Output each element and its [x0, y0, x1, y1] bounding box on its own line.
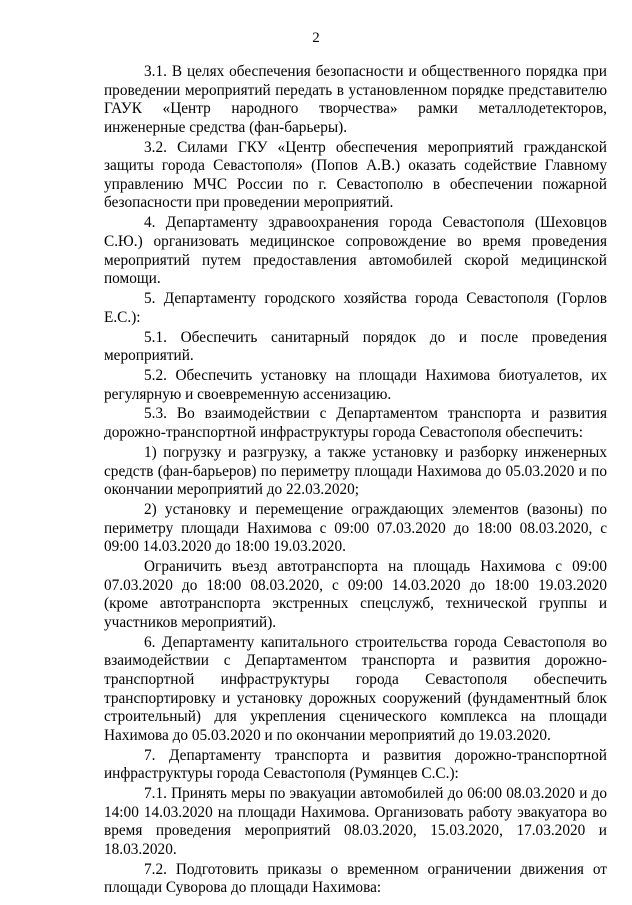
- paragraph-7-1: 7.1. Принять меры по эвакуации автомобилей до 06:00 08.03.2020 и до 14:00 14.03.2020 на площади Нахимова. Организовать работу эвакуатора во время проведения мероприятий 08.03.2020, 15.03.2020, 17.03.2020 и 18.03.2020.: [104, 785, 607, 858]
- paragraph-4: 4. Департаменту здравоохранения города Севастополя (Шеховцов С.Ю.) организовать медицинское сопровождение во время проведения мероприятий путем предоставления автомобилей скорой медицинской помощи.: [104, 214, 607, 288]
- paragraph-5: 5. Департаменту городского хозяйства города Севастополя (Горлов Е.С.):: [104, 290, 607, 326]
- paragraph-restriction: Ограничить въезд автотранспорта на площадь Нахимова с 09:00 07.03.2020 до 18:00 08.03.2020, с 09:00 14.03.2020 до 18:00 19.03.2020 (кроме автотранспорта экстренных спецслужб, технической группы и участников мероприятий).: [104, 558, 607, 631]
- paragraph-5-2: 5.2. Обеспечить установку на площади Нахимова биотуалетов, их регулярную и своевременную ассенизацию.: [104, 366, 607, 403]
- paragraph-7-2: 7.2. Подготовить приказы о временном ограничении движения от площади Суворова до площади Нахимова:: [104, 860, 607, 897]
- document-body: [104, 63, 607, 899]
- paragraph-3-2: 3.2. Силами ГКУ «Центр обеспечения мероприятий гражданской защиты города Севастополя» (Попов А.В.) оказать содействие Главному управлению МЧС России по г. Севастополю в обеспечении пожарной безопасности при проведении мероприятий.: [104, 138, 607, 212]
- page-number: 2: [312, 30, 320, 46]
- paragraph-6: 6. Департаменту капитального строительства города Севастополя во взаимодействии с Департаментом транспорта и развития дорожно-транспортной инфраструктуры города Севастополя обеспечить транспортировку и установку дорожных сооружений (фундаментный блок строительный) для укрепления сценического комплекса на площади Нахимова до 05.03.2020 и по окончании мероприятий до 19.03.2020.: [104, 633, 607, 744]
- paragraph-3-1: 3.1. В целях обеспечения безопасности и общественного порядка при проведении мероприятий передать в установленном порядке представителю ГАУК «Центр народного творчества» рамки металлодетекторов, инженерные средства (фан-барьеры).: [104, 63, 607, 136]
- paragraph-5-3-item-2: 2) установку и перемещение ограждающих элементов (вазоны) по периметру площади Нахимова с 09:00 07.03.2020 до 18:00 08.03.2020, с 09:00 14.03.2020 до 18:00 19.03.2020.: [104, 501, 607, 556]
- paragraph-7: 7. Департаменту транспорта и развития дорожно-транспортной инфраструктуры города Севастополя (Румянцев С.С.):: [104, 746, 607, 783]
- paragraph-5-3: 5.3. Во взаимодействии с Департаментом транспорта и развития дорожно-транспортной инфраструктуры города Севастополя обеспечить:: [104, 405, 607, 442]
- paragraph-5-1: 5.1. Обеспечить санитарный порядок до и после проведения мероприятий.: [104, 328, 607, 365]
- paragraph-5-3-item-1: 1) погрузку и разгрузку, а также установку и разборку инженерных средств (фан-барьеров) по периметру площади Нахимова до 05.03.2020 и по окончании мероприятий до 22.03.2020;: [104, 443, 607, 499]
